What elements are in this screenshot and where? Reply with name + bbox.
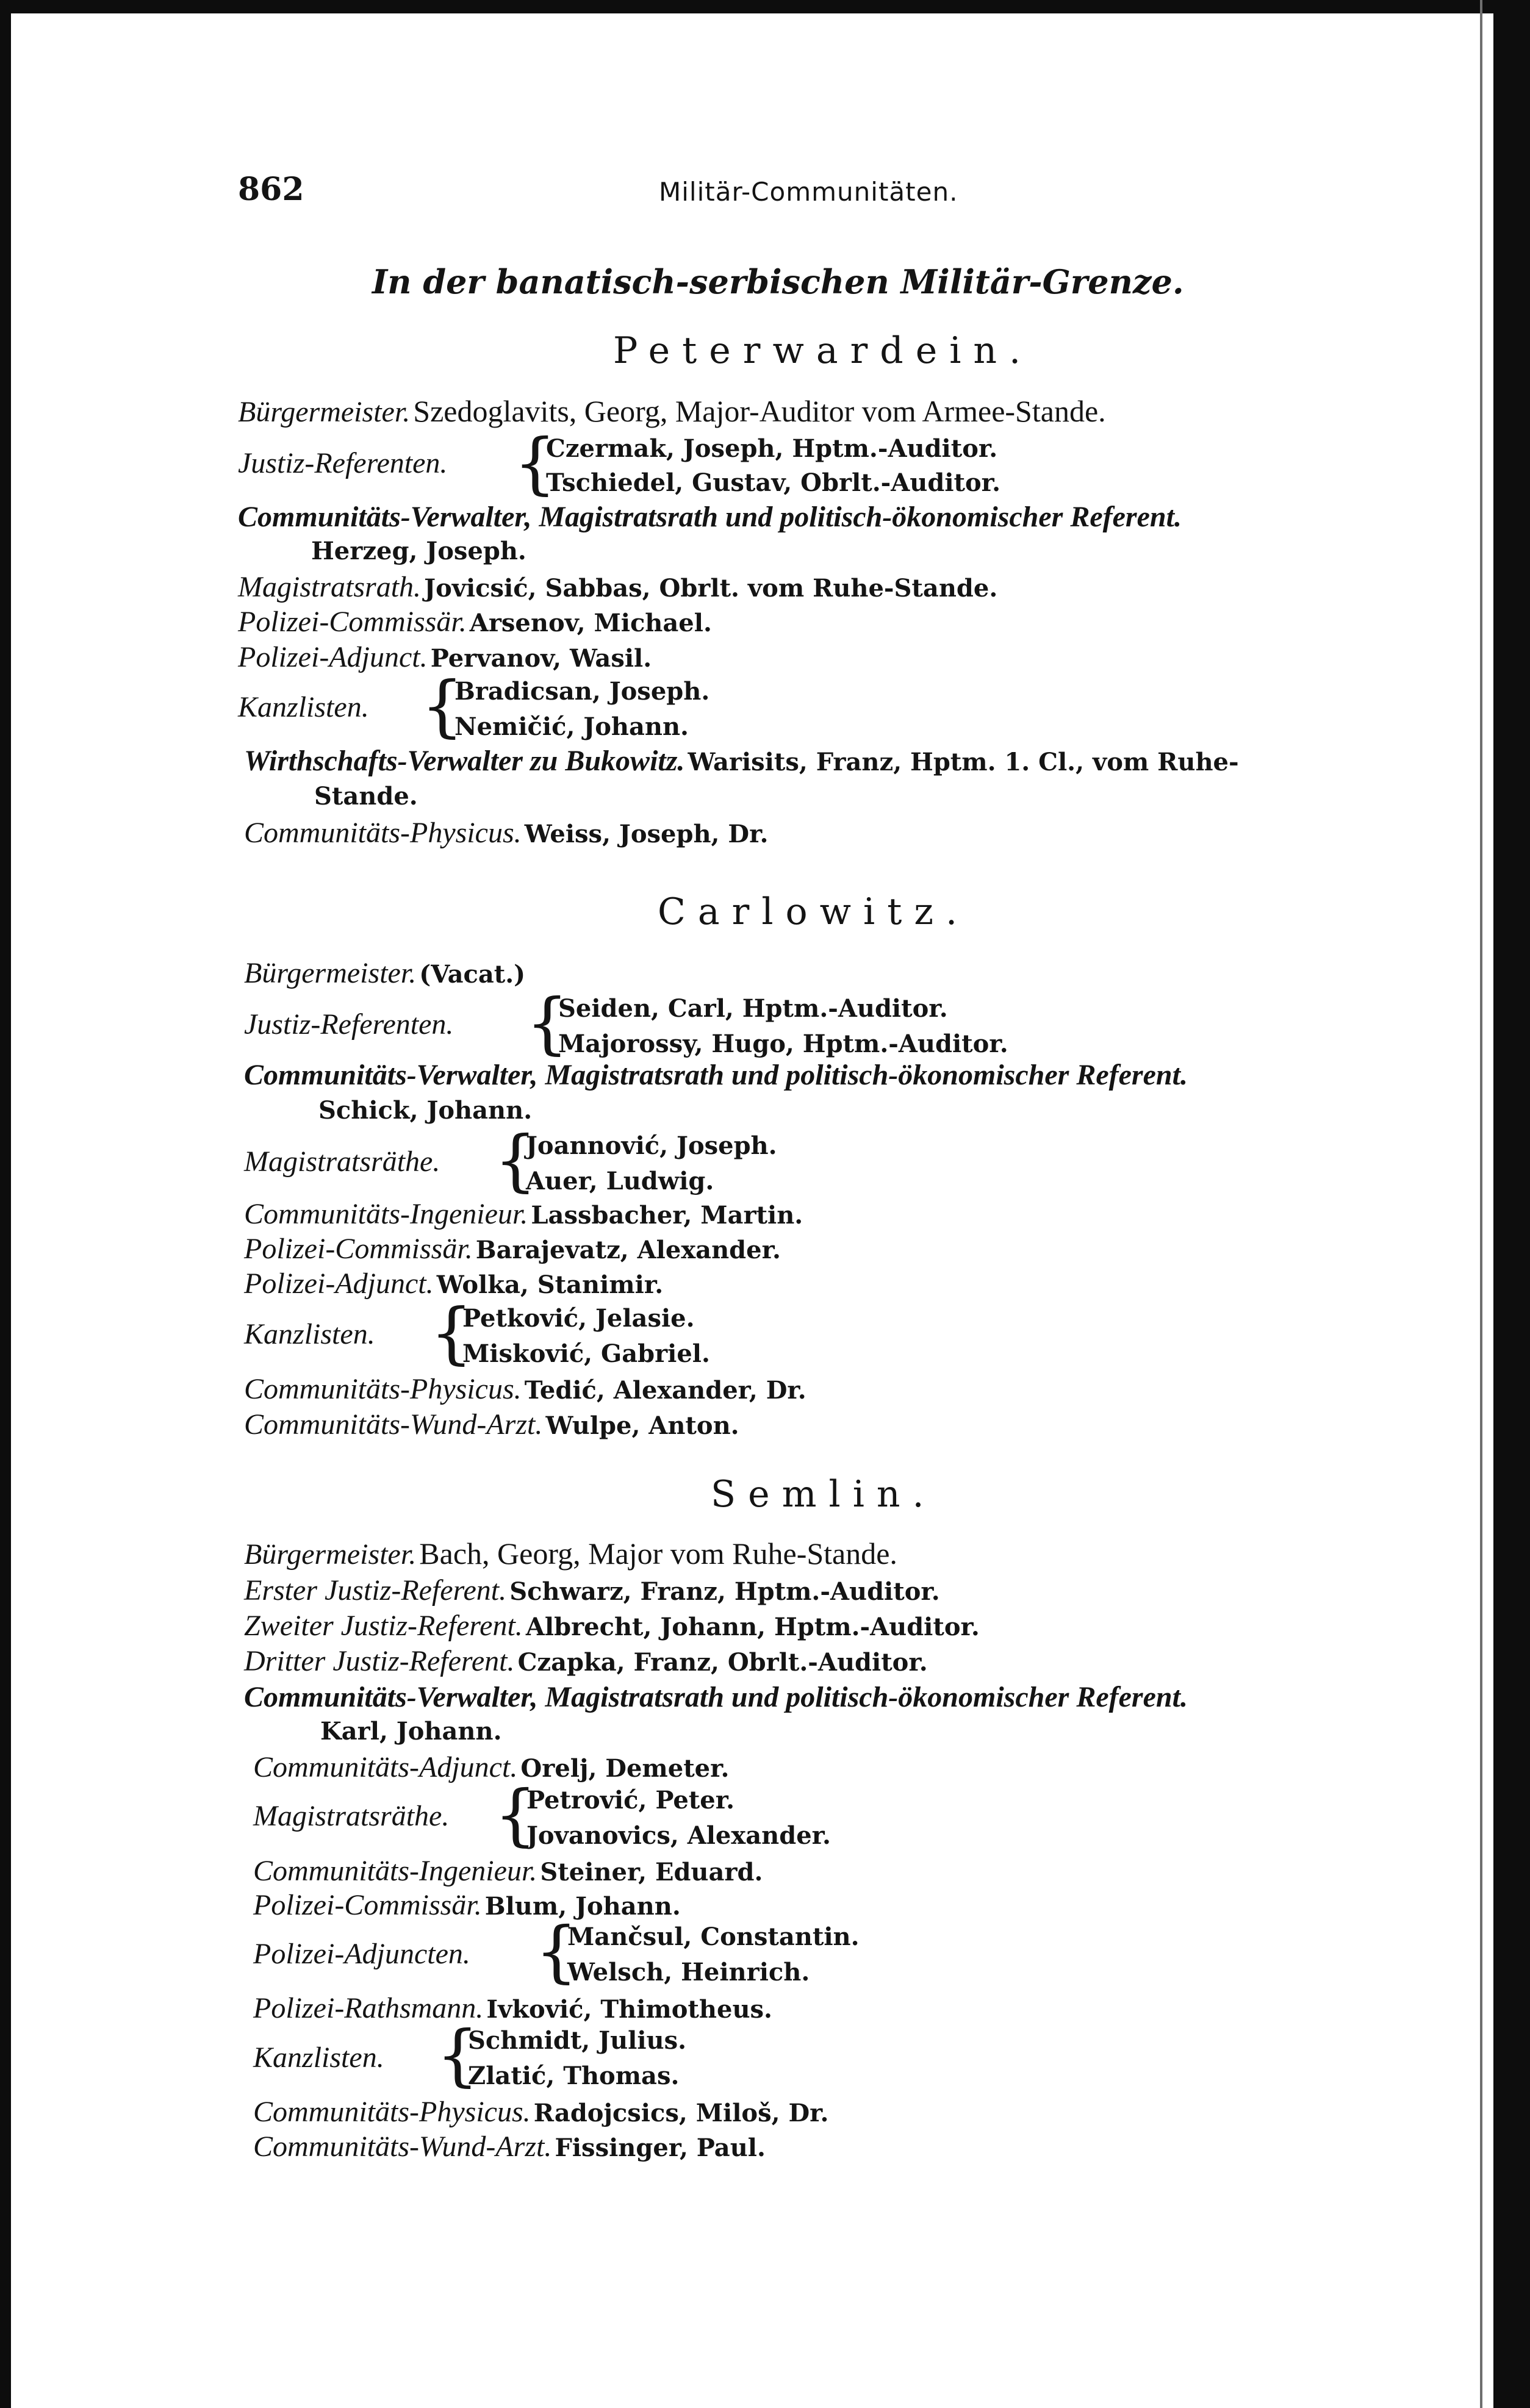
entry-row	[311, 537, 526, 565]
entry-row	[253, 1750, 729, 1784]
entry-title: Communitäts-Verwalter, Magistratsrath und politisch-ökonomischer Referent.	[244, 1059, 1188, 1091]
entry-name: Warisits, Franz, Hptm. 1. Cl., vom Ruhe-	[688, 748, 1239, 776]
entry-row	[320, 1717, 502, 1746]
entry-title: Communitäts-Wund-Arzt.	[253, 2130, 552, 2163]
entry-name: Wulpe, Anton.	[545, 1411, 739, 1440]
entry-name: Stande.	[314, 782, 418, 811]
entry-title: Dritter Justiz-Referent.	[244, 1645, 515, 1677]
entry-title: Polizei-Adjunct.	[244, 1267, 434, 1300]
entry-row	[244, 1372, 806, 1406]
entry-row	[244, 1644, 928, 1678]
entry-title: Kanzlisten.	[253, 2041, 384, 2074]
entry-title: Communitäts-Wund-Arzt.	[244, 1408, 543, 1441]
entry-row	[244, 1609, 980, 1643]
running-head: Militär-Communitäten.	[659, 177, 958, 207]
entry-name: Fissinger, Paul.	[555, 2134, 766, 2162]
entry-group	[238, 667, 970, 745]
entry-row	[314, 782, 418, 811]
entry-group	[244, 984, 1037, 1062]
entry-name: Ivković, Thimotheus.	[486, 1995, 772, 2024]
entry-row	[318, 1096, 532, 1125]
scan-border-right	[1493, 0, 1530, 2408]
entry-row	[244, 1536, 897, 1571]
entry-title: Zweiter Justiz-Referent.	[244, 1610, 523, 1642]
entry-name: Arsenov, Michael.	[469, 609, 712, 637]
page-fold-line	[1480, 0, 1482, 2408]
entry-row	[244, 1680, 1188, 1714]
entry-name: Joannović, Joseph.	[526, 1131, 777, 1160]
entry-title: Erster Justiz-Referent.	[244, 1574, 507, 1607]
entry-name: Szedoglavits, Georg, Major-Auditor vom Armee-Stande.	[413, 394, 1106, 428]
entry-title: Polizei-Commissär.	[253, 1889, 482, 1921]
region-title: In der banatisch-serbischen Militär-Grenze.	[372, 262, 1184, 301]
entry-name: Jovanovics, Alexander.	[526, 1821, 831, 1850]
page-number: 862	[238, 171, 304, 208]
entry-name: Weiss, Joseph, Dr.	[524, 820, 769, 848]
entry-title: Bürgermeister.	[244, 1538, 417, 1571]
document-page	[238, 0, 1373, 2408]
entry-name: Bach, Georg, Major vom Ruhe-Stande.	[419, 1536, 897, 1571]
entry-row	[253, 2095, 828, 2129]
entry-row	[244, 1197, 803, 1231]
entry-title: Bürgermeister.	[244, 957, 417, 989]
entry-name: Albrecht, Johann, Hptm.-Auditor.	[525, 1613, 980, 1641]
entry-title: Communitäts-Physicus.	[244, 817, 522, 849]
entry-row	[238, 570, 997, 604]
entry-row	[244, 1058, 1188, 1092]
entry-title: Polizei-Commissär.	[244, 1233, 473, 1265]
entry-name: Blum, Johann.	[484, 1892, 681, 1921]
entry-name: Seiden, Carl, Hptm.-Auditor.	[558, 994, 948, 1023]
entry-name: Barajevatz, Alexander.	[475, 1236, 781, 1264]
entry-name: Pervanov, Wasil.	[430, 644, 652, 673]
entry-title: Justiz-Referenten.	[244, 1008, 454, 1041]
entry-name: Petrović, Peter.	[526, 1786, 735, 1815]
brace-glyph: {	[430, 1294, 473, 1372]
entry-name: Lassbacher, Martin.	[531, 1201, 803, 1230]
entry-name: Schick, Johann.	[318, 1096, 533, 1125]
entry-name: Mančsul, Constantin.	[567, 1922, 860, 1951]
entry-name: Nemičić, Johann.	[454, 712, 689, 741]
entry-name: (Vacat.)	[419, 960, 526, 989]
entry-name: Wolka, Stanimir.	[436, 1270, 664, 1299]
entry-title: Bürgermeister.	[238, 396, 411, 428]
entry-title: Communitäts-Ingenieur.	[244, 1198, 528, 1230]
brace-glyph: {	[494, 1776, 537, 1854]
entry-group	[244, 1294, 976, 1372]
entry-title: Polizei-Commissär.	[238, 606, 467, 638]
entry-name: Welsch, Heinrich.	[567, 1958, 810, 1987]
entry-title: Magistratsräthe.	[253, 1800, 450, 1832]
entry-row	[253, 1991, 772, 2025]
entry-row	[238, 500, 1182, 534]
entry-title: Communitäts-Physicus.	[253, 2096, 531, 2128]
entry-title: Communitäts-Ingenieur.	[253, 1855, 537, 1887]
entry-name: Bradicsan, Joseph.	[454, 677, 710, 706]
entry-row	[238, 393, 1106, 429]
entry-name: Auer, Ludwig.	[526, 1167, 714, 1195]
entry-title: Polizei-Rathsmann.	[253, 1992, 484, 2024]
brace-glyph: {	[421, 667, 464, 745]
entry-row	[253, 2130, 766, 2163]
entry-title: Communitäts-Adjunct.	[253, 1751, 518, 1783]
entry-name: Zlatić, Thomas.	[468, 2062, 680, 2090]
scan-border-left	[0, 0, 11, 2408]
entry-row	[253, 1888, 681, 1922]
entry-group	[253, 1776, 985, 1854]
brace-glyph: {	[535, 1912, 578, 1990]
entry-title: Communitäts-Physicus.	[244, 1373, 522, 1405]
entry-name: Radojcsics, Miloš, Dr.	[533, 2099, 829, 2127]
entry-name: Steiner, Eduard.	[540, 1858, 763, 1887]
city-heading-carlowitz: Carlowitz.	[658, 890, 970, 933]
brace-glyph: {	[436, 2016, 479, 2094]
entry-name: Czapka, Franz, Obrlt.-Auditor.	[517, 1648, 928, 1677]
entry-row	[238, 605, 712, 639]
entry-name: Herzeg, Joseph.	[311, 537, 526, 565]
brace-glyph: {	[526, 984, 569, 1062]
entry-group	[244, 1121, 976, 1199]
entry-title: Magistratsrath.	[238, 571, 422, 603]
entry-title: Communitäts-Verwalter, Magistratsrath und politisch-ökonomischer Referent.	[244, 1681, 1188, 1713]
entry-row	[244, 816, 768, 850]
entry-name: Karl, Johann.	[320, 1717, 502, 1746]
entry-title: Wirthschafts-Verwalter zu Bukowitz.	[244, 745, 685, 777]
entry-title: Magistratsräthe.	[244, 1145, 440, 1178]
entry-name: Schwarz, Franz, Hptm.-Auditor.	[509, 1577, 940, 1606]
entry-name: Jovicsić, Sabbas, Obrlt. vom Ruhe-Stande.	[424, 574, 998, 603]
entry-row	[253, 1854, 763, 1888]
entry-title: Communitäts-Verwalter, Magistratsrath und politisch-ökonomischer Referent.	[238, 501, 1182, 533]
entry-name: Petković, Jelasie.	[462, 1304, 695, 1333]
entry-row	[244, 1574, 940, 1607]
entry-name: Misković, Gabriel.	[462, 1339, 710, 1368]
entry-title: Polizei-Adjuncten.	[253, 1938, 470, 1970]
entry-group	[253, 2016, 985, 2094]
entry-name: Tschiedel, Gustav, Obrlt.-Auditor.	[546, 468, 1000, 497]
entry-title: Kanzlisten.	[238, 691, 369, 723]
entry-name: Tedić, Alexander, Dr.	[524, 1376, 806, 1405]
entry-row	[244, 744, 1239, 778]
entry-group	[238, 424, 1000, 502]
entry-name: Schmidt, Julius.	[468, 2026, 687, 2055]
entry-row	[244, 1232, 781, 1266]
entry-title: Justiz-Referenten.	[238, 447, 448, 479]
entry-row	[244, 1408, 739, 1441]
brace-glyph: {	[494, 1121, 537, 1199]
entry-row	[244, 956, 525, 990]
city-heading-peterwardein: Peterwardein.	[613, 329, 1033, 372]
entry-title: Polizei-Adjunct.	[238, 641, 428, 673]
city-heading-semlin: Semlin.	[711, 1473, 936, 1516]
entry-name: Orelj, Demeter.	[520, 1754, 730, 1783]
brace-glyph: {	[514, 424, 556, 502]
entry-name: Majorossy, Hugo, Hptm.-Auditor.	[558, 1030, 1008, 1058]
entry-group	[253, 1912, 1046, 1990]
entry-title: Kanzlisten.	[244, 1318, 375, 1350]
entry-name: Czermak, Joseph, Hptm.-Auditor.	[546, 434, 998, 463]
